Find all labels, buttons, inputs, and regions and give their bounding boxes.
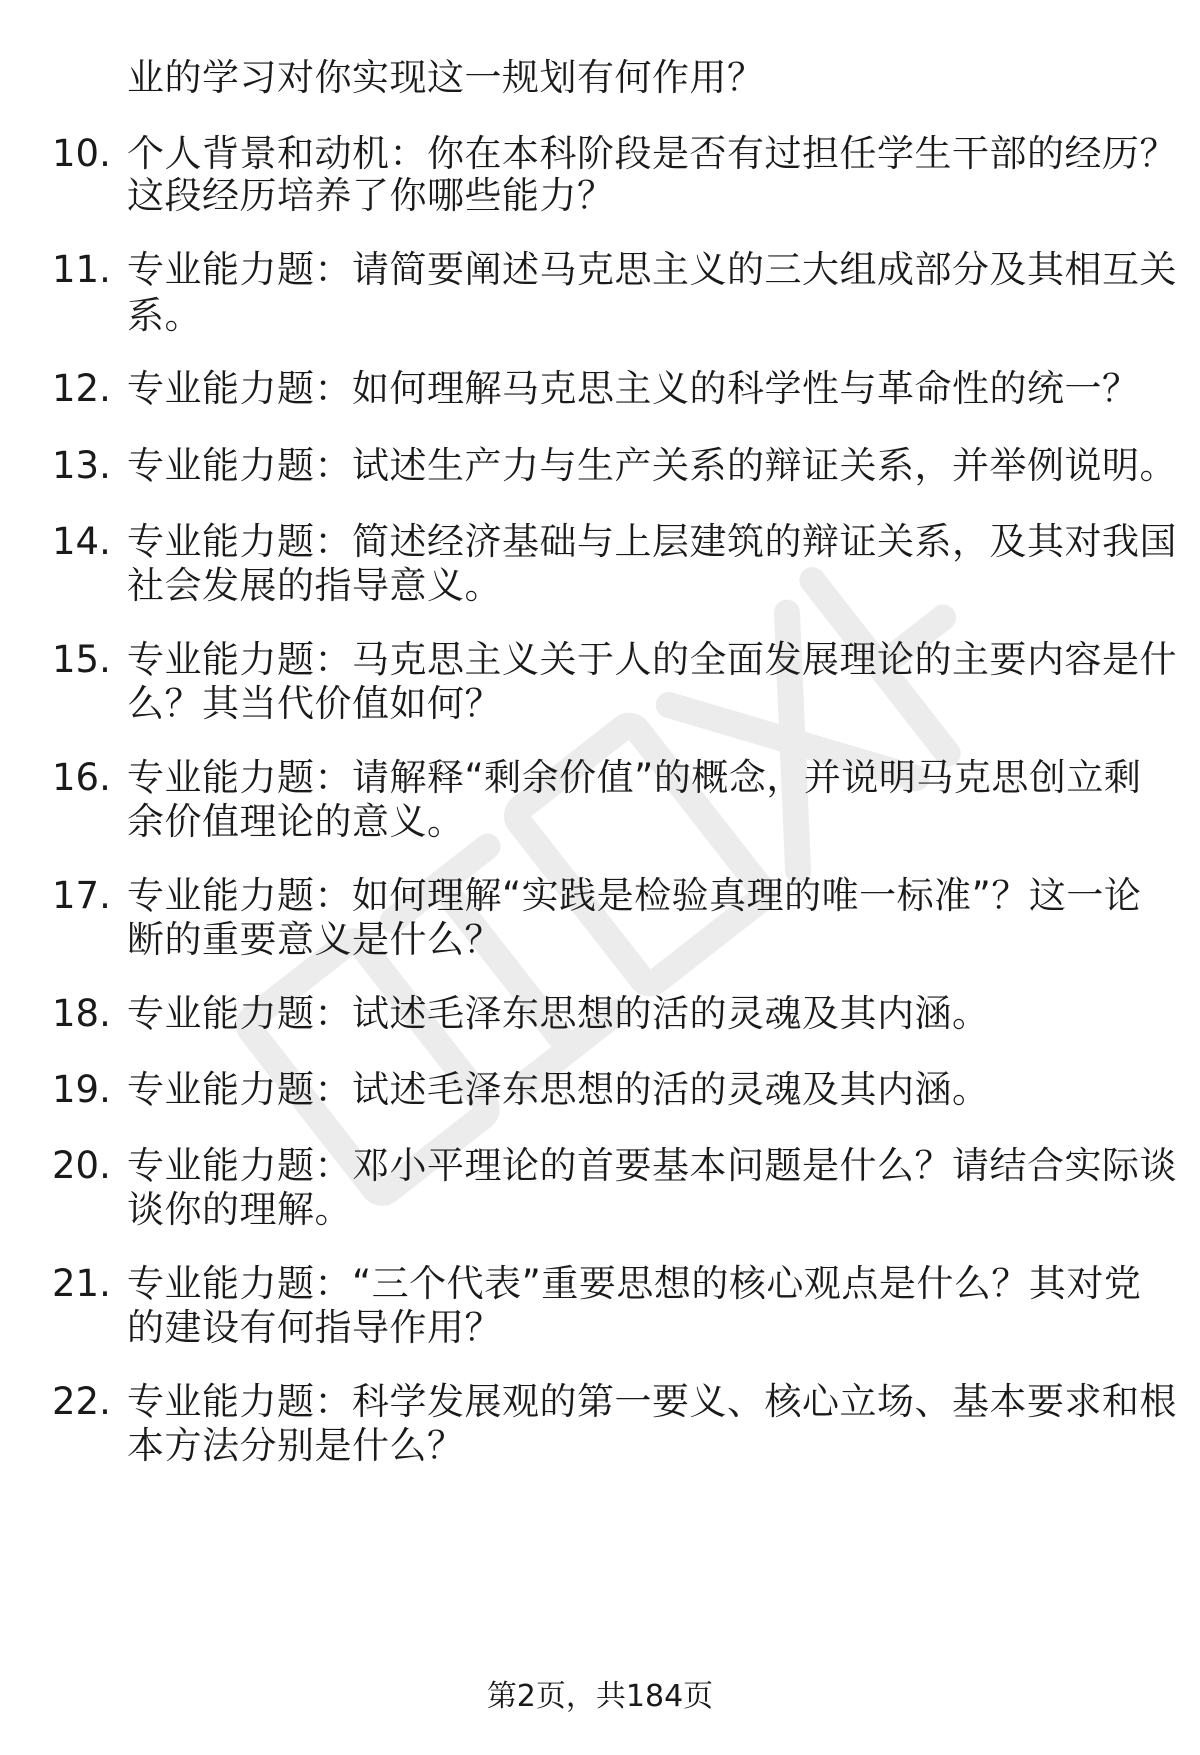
item-line: 断的重要意义是什么？ [127,918,502,961]
item-line: 专业能力题：试述生产力与生产关系的辩证关系，并举例说明。 [127,444,1177,487]
item-number: 15. [52,638,111,681]
item-line: 个人背景和动机：你在本科阶段是否有过担任学生干部的经历？ [127,132,1177,175]
item-number: 10. [52,132,111,175]
item-number: 18. [52,992,111,1035]
item-line: 这段经历培养了你哪些能力？ [127,174,615,217]
item-number: 13. [52,444,111,487]
item-number: 11. [52,248,111,291]
item-line: 专业能力题：试述毛泽东思想的活的灵魂及其内涵。 [127,1068,990,1111]
item-line: 么？其当代价值如何？ [127,682,502,725]
item-number: 21. [52,1262,111,1305]
item-number: 16. [52,756,111,799]
item-number: 22. [52,1380,111,1423]
item-number: 20. [52,1144,111,1187]
item-number: 19. [52,1068,111,1111]
item-line: 社会发展的指导意义。 [127,564,502,607]
item-number: 12. [52,367,111,410]
item-line: 余价值理论的意义。 [127,800,465,843]
item-line: 专业能力题：请解释“剩余价值”的概念，并说明马克思创立剩 [127,756,1142,799]
item-number: 14. [52,520,111,563]
continuation-line: 业的学习对你实现这一规划有何作用？ [127,56,765,99]
item-line: 专业能力题：“三个代表”重要思想的核心观点是什么？其对党 [127,1262,1142,1305]
page-footer: 第2页，共184页 [486,1679,714,1714]
item-line: 专业能力题：如何理解“实践是检验真理的唯一标准”？这一论 [127,874,1142,917]
item-line: 系。 [127,294,202,337]
item-line: 专业能力题：简述经济基础与上层建筑的辩证关系，及其对我国 [127,520,1177,563]
item-line: 专业能力题：科学发展观的第一要义、核心立场、基本要求和根 [127,1380,1177,1423]
item-line: 的建设有何指导作用？ [127,1306,502,1349]
item-line: 本方法分别是什么？ [127,1424,465,1467]
item-line: 专业能力题：请简要阐述马克思主义的三大组成部分及其相互关 [127,248,1177,291]
item-line: 专业能力题：邓小平理论的首要基本问题是什么？请结合实际谈 [127,1144,1177,1187]
item-line: 谈你的理解。 [127,1188,352,1231]
item-number: 17. [52,874,111,917]
item-line: 专业能力题：如何理解马克思主义的科学性与革命性的统一？ [127,367,1140,410]
item-line: 专业能力题：试述毛泽东思想的活的灵魂及其内涵。 [127,992,990,1035]
item-line: 专业能力题：马克思主义关于人的全面发展理论的主要内容是什 [127,638,1177,681]
